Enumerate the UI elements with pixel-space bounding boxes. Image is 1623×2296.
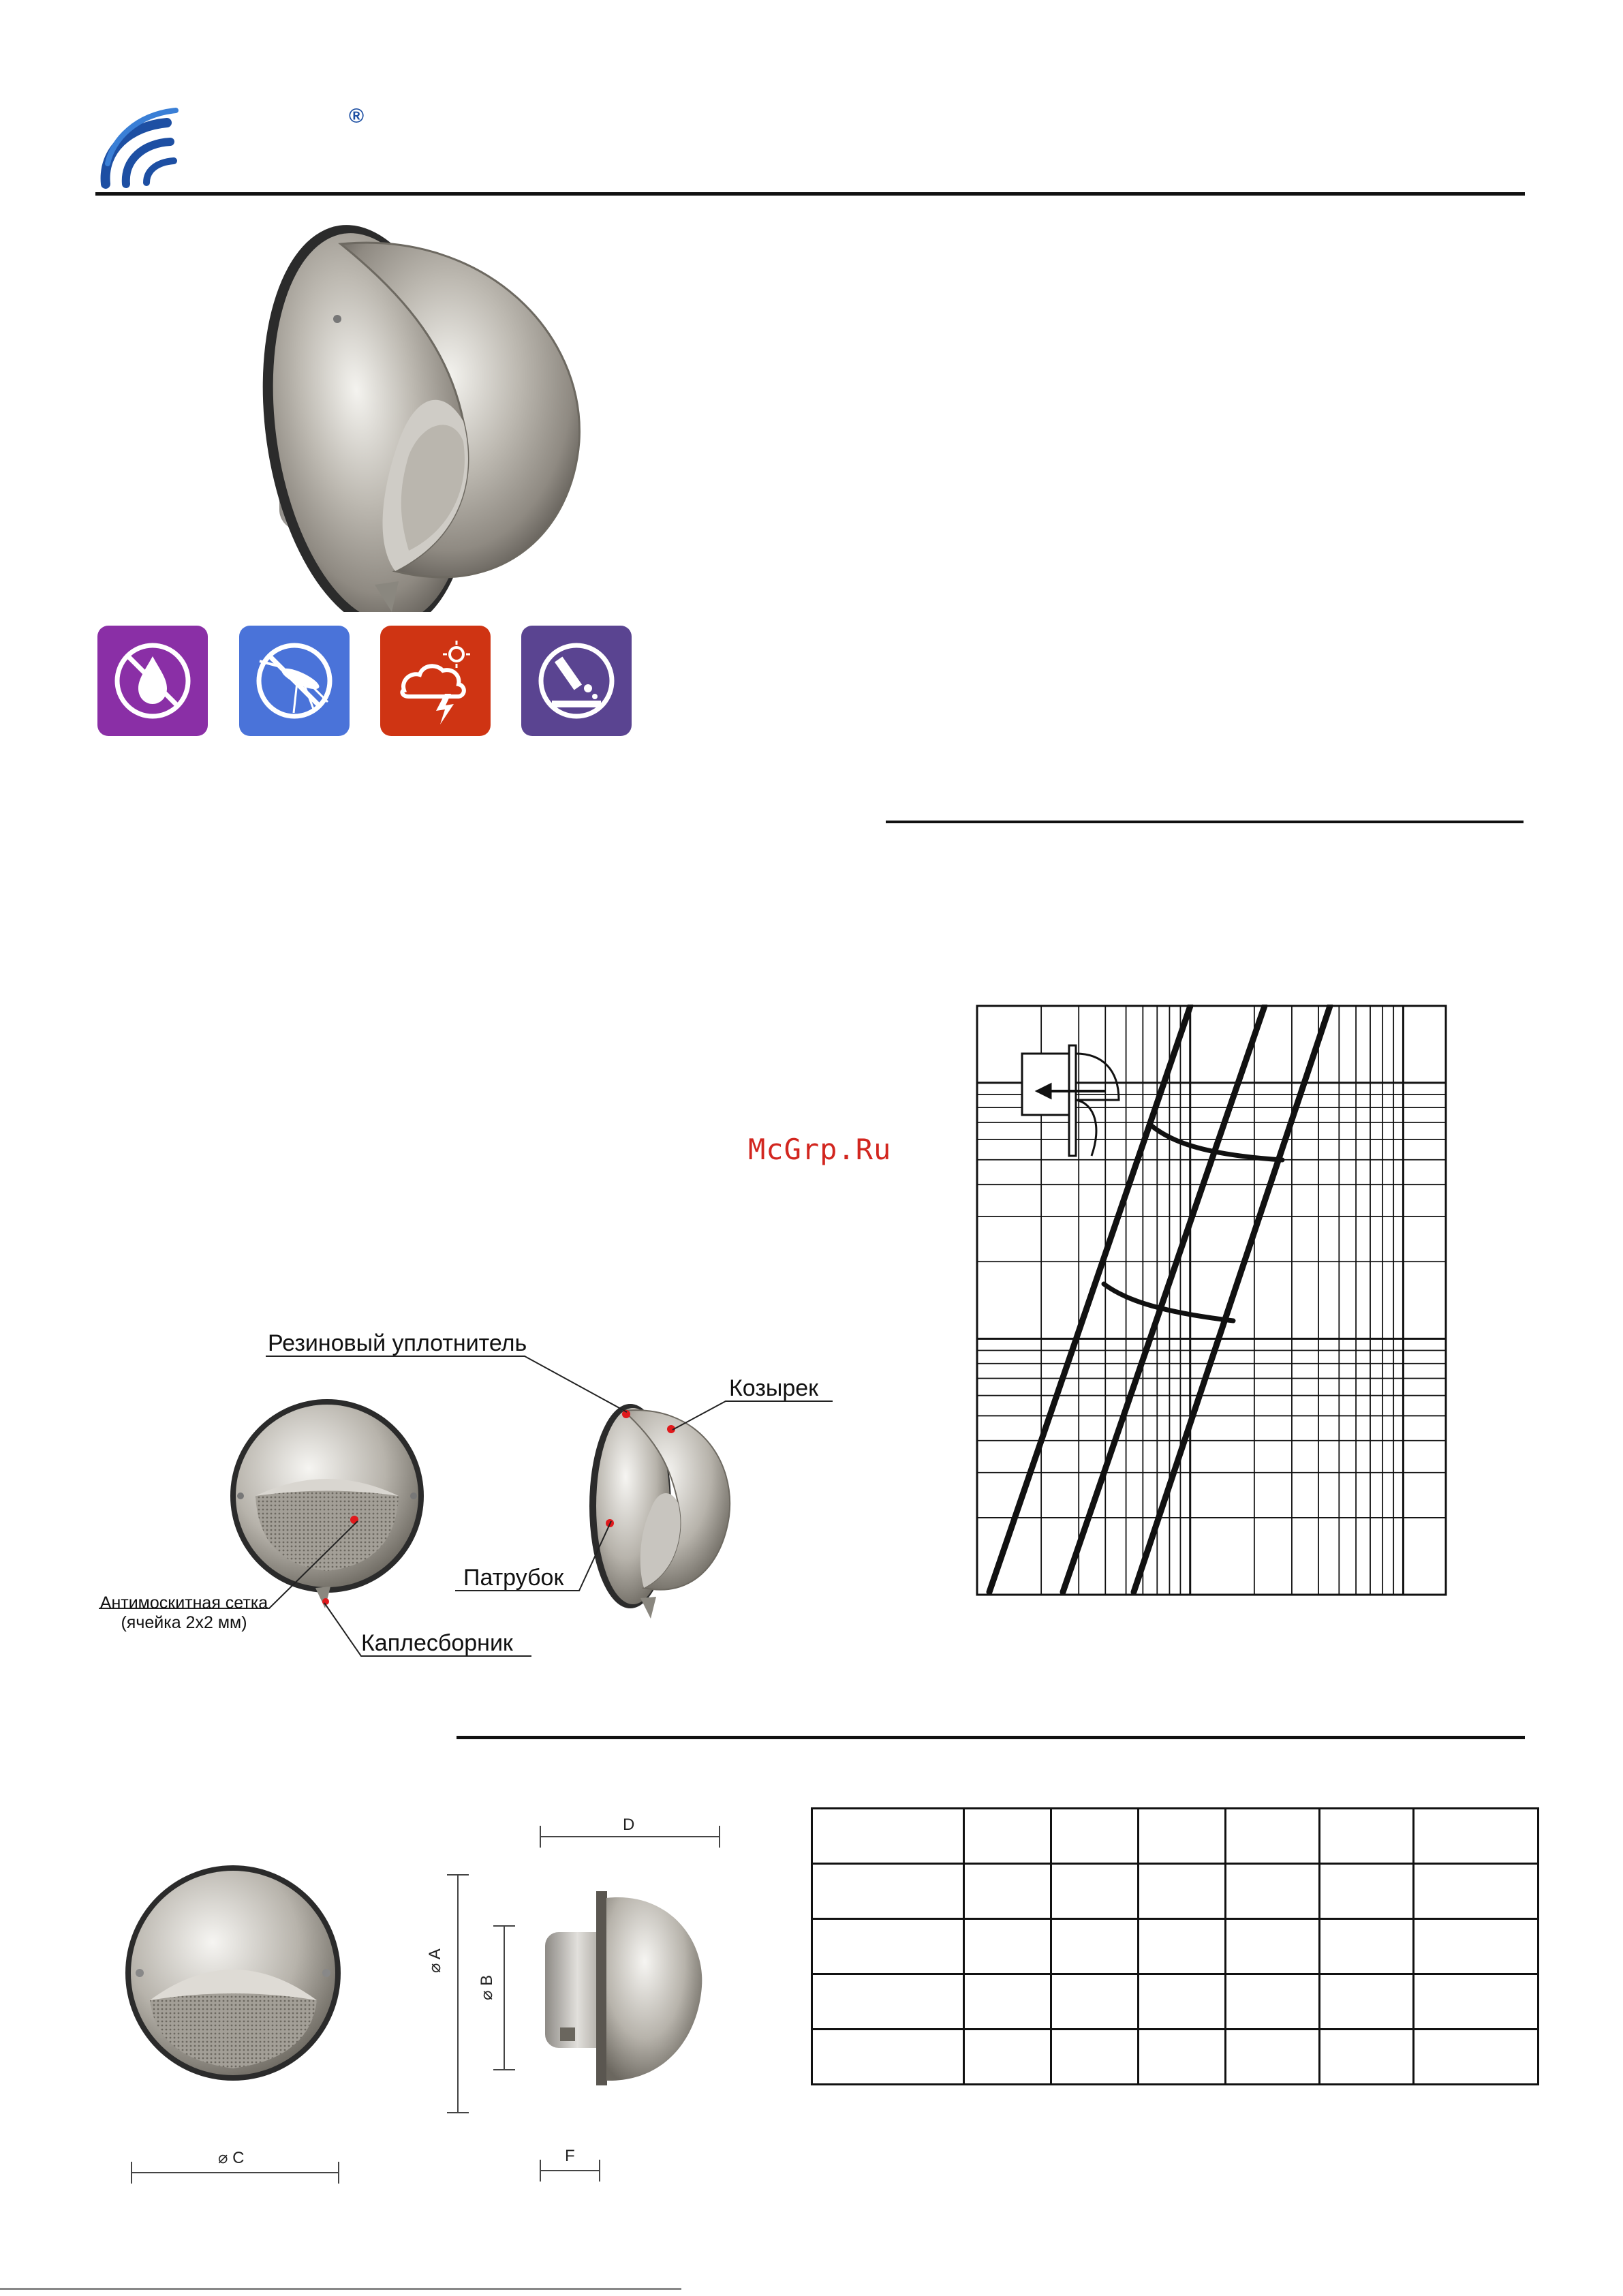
table-cell [1051,1974,1139,2030]
table-cell [1226,1864,1320,1919]
table-cell [1226,1919,1320,1974]
table-cell [1139,1864,1226,1919]
table-cell [1414,1864,1539,1919]
table-row [812,1864,1539,1919]
callout-drip-collector: Каплесборник [361,1630,513,1656]
table-cell [1226,1809,1320,1864]
footer-rule [0,2288,681,2290]
table-cell [1414,2030,1539,2085]
table-cell [1051,2030,1139,2085]
table-cell [812,1919,964,1974]
callout-mesh-line2: (ячейка 2х2 мм) [121,1613,247,1632]
callout-rubber-seal: Резиновый уплотнитель [268,1330,527,1356]
table-cell [1051,1864,1139,1919]
table-cell [812,1809,964,1864]
table-cell [1320,2030,1414,2085]
table-row [812,1919,1539,1974]
table-cell [1139,2030,1226,2085]
table-row [812,1809,1539,1864]
dimensions-table [811,1807,1539,2085]
table-cell [1139,1919,1226,1974]
table-cell [1414,1809,1539,1864]
table-row [812,2030,1539,2085]
dim-b-label: ⌀ B [478,1974,496,2000]
table-cell [1320,1864,1414,1919]
callout-visor: Козырек [729,1375,819,1401]
table-cell [812,2030,964,2085]
dim-d-label: D [623,1816,635,1834]
table-cell [1051,1919,1139,1974]
registered-mark: ® [349,105,365,127]
table-cell [964,1919,1051,1974]
table-cell [1226,2030,1320,2085]
table-cell [1139,1974,1226,2030]
dim-a-label: ⌀ A [426,1948,444,1973]
callout-mesh-line1: Антимоскитная сетка [99,1593,268,1612]
table-cell [1320,1974,1414,2030]
table-cell [964,1809,1051,1864]
table-cell [964,1864,1051,1919]
table-cell [1414,1974,1539,2030]
table-cell [1414,1919,1539,1974]
watermark: McGrp.Ru [748,1133,892,1166]
table-cell [964,1974,1051,2030]
table-cell [1226,1974,1320,2030]
callout-pipe: Патрубок [463,1565,564,1591]
dim-f-label: F [565,2147,575,2165]
dim-c-label: ⌀ C [218,2149,245,2167]
table-cell [812,1974,964,2030]
table-cell [812,1864,964,1919]
table-row [812,1974,1539,2030]
table-cell [1320,1809,1414,1864]
table-cell [1320,1919,1414,1974]
table-cell [1139,1809,1226,1864]
table-cell [964,2030,1051,2085]
table-cell [1051,1809,1139,1864]
